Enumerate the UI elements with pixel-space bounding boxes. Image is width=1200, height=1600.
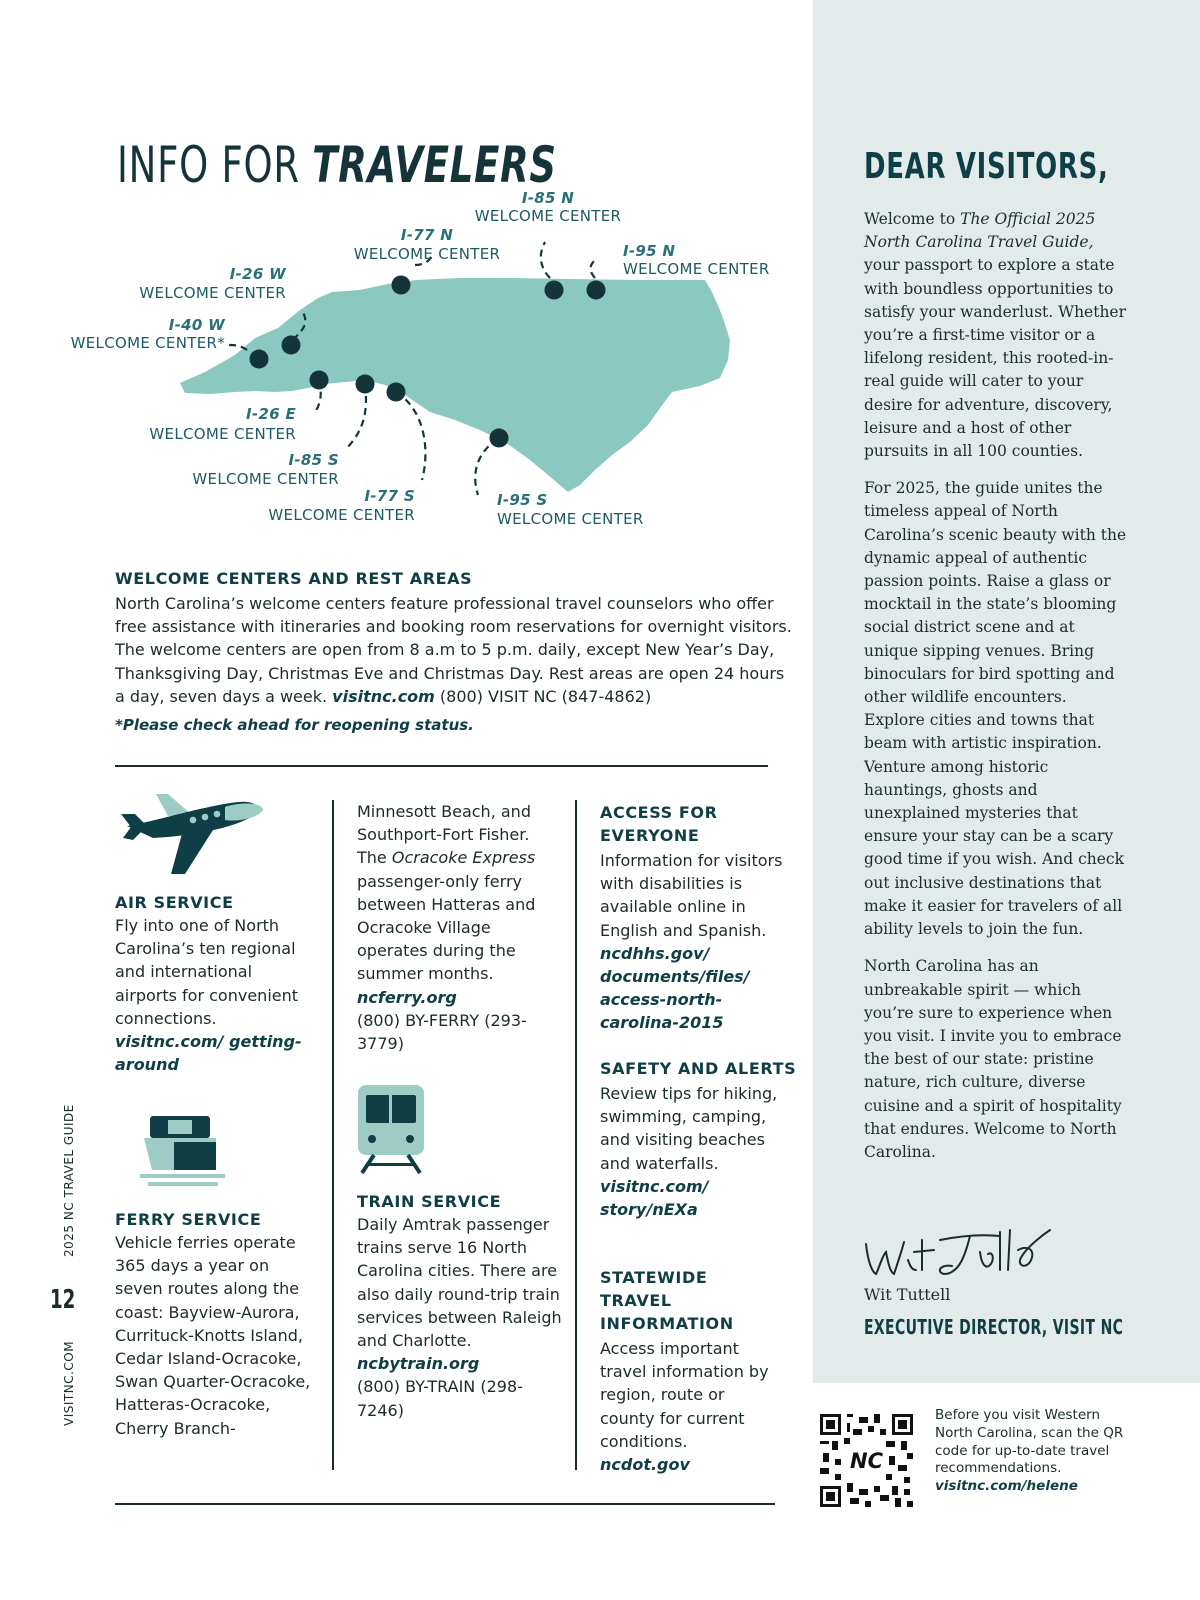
letter-paragraph-1 <box>864 208 1129 463</box>
reopening-note: *Please check ahead for reopening status. <box>115 716 474 735</box>
statewide-travel-info <box>600 1266 780 1476</box>
ferry-cont-italic: Ocracoke Express <box>391 848 536 868</box>
signature <box>860 1222 1070 1282</box>
dot-i85s <box>356 375 375 394</box>
ferry-phone: (800) BY-FERRY (293-3779) <box>357 1010 527 1054</box>
label-i85n-code: I-85 N <box>521 189 575 207</box>
safety-link[interactable]: visitnc.com/ story/nEXa <box>600 1176 709 1220</box>
welcome-phone: (800) VISIT NC (847-4862) <box>434 686 652 706</box>
train-link[interactable]: ncbytrain.org <box>357 1354 480 1374</box>
dot-i85n <box>545 281 564 300</box>
welcome-link[interactable]: visitnc.com <box>332 686 435 706</box>
label-i77n-name: WELCOME CENTER <box>353 245 501 263</box>
label-i40w-name: WELCOME CENTER* <box>70 334 225 352</box>
nc-map <box>60 180 820 550</box>
air-link[interactable]: visitnc.com/ getting-around <box>115 1032 302 1075</box>
ferry-cont-body <box>357 800 562 986</box>
nc-state-shape <box>180 278 730 492</box>
ferry-icon <box>140 1112 225 1192</box>
divider-bottom <box>115 1503 775 1505</box>
qr-link[interactable]: visitnc.com/helene <box>935 1478 1078 1495</box>
ferry-body: Vehicle ferries operate 365 days a year on seven routes along the coast: Bayview-Aurora, Currituck-Knotts Island, Cedar Island-Ocracoke, Swan Quarter-Ocracoke, Hatteras-Ocracoke, Cherry Branch- <box>115 1233 311 1438</box>
side-guide-label: 2025 NC TRAVEL GUIDE <box>62 1104 76 1257</box>
access-body: Information for visitors with disabilities is available online in English and Spanish. <box>600 851 783 940</box>
label-i95s-name: WELCOME CENTER <box>497 510 644 528</box>
letter-heading: DEAR VISITORS, <box>864 146 1109 187</box>
dot-i26w <box>282 336 301 355</box>
label-i95n-name: WELCOME CENTER <box>623 260 770 278</box>
title-prefix: INFO FOR <box>117 136 313 194</box>
label-i26e-code: I-26 E <box>246 405 296 423</box>
letter-paragraph-2: For 2025, the guide unites the timeless appeal of North Carolina’s scenic beauty with the dynamic appeal of authentic passion points. Raise a glass or mocktail in the state’s blooming social district scene and at unique sipping venues. Bring binoculars for bird spotting and other wildlife encounters. Explore cities and towns that beam with artistic inspiration. Venture among historic hauntings, ghosts and unexplained mysteries that ensure your stay can be a scary good time if you wish. And check out inclusive destinations that make it easier for travelers of all ability levels to join the fun. <box>864 479 1127 939</box>
letter-body <box>864 208 1129 1178</box>
ferry-cont-a: Minnesott Beach, and Southport-Fort Fisher. The <box>357 802 531 868</box>
train-icon <box>358 1085 428 1175</box>
qr-center-label: NC <box>850 1449 883 1473</box>
ferry-heading: FERRY SERVICE <box>115 1210 262 1229</box>
divider-top <box>115 765 768 767</box>
dot-i40w <box>250 350 269 369</box>
dot-i95s <box>490 429 509 448</box>
statewide-body: Access important travel information by region, route or county for current conditions. <box>600 1339 769 1451</box>
air-heading: AIR SERVICE <box>115 893 234 912</box>
statewide-link[interactable]: ncdot.gov <box>600 1455 690 1475</box>
label-i77n-code: I-77 N <box>400 226 454 244</box>
page-number: 12 <box>50 1285 76 1315</box>
welcome-text: North Carolina’s welcome centers feature professional travel counselors who offer free assistance with itineraries and booking room reservations for overnight visitors. The welcome centers are open from 8 a.m to 5 p.m. daily, except New Year’s Day, Thanksgiving Day, Christmas Eve and Christmas Day. Rest areas are open 24 hours a day, seven days a week. <box>115 594 792 706</box>
access-for-everyone <box>600 801 800 1035</box>
statewide-heading: STATEWIDE TRAVEL INFORMATION <box>600 1268 734 1333</box>
ferry-service <box>115 1210 320 1440</box>
air-service <box>115 893 315 1076</box>
dot-i77n <box>392 276 411 295</box>
dot-i77s <box>387 383 406 402</box>
label-i95n-code: I-95 N <box>623 242 676 260</box>
train-service <box>357 1192 562 1422</box>
label-i77s-code: I-77 S <box>364 487 415 505</box>
ferry-continued <box>357 800 562 1055</box>
ferry-cont-b: passenger-only ferry between Hatteras and Ocracoke Village operates during the summer months. <box>357 871 536 984</box>
letter-paragraph-3: North Carolina has an unbreakable spirit — which you’re sure to experience when you visit. I invite you to embrace the best of our state: pristine nature, rich culture, diverse cuisine and a spirit of hospitality that endures. Welcome to North Carolina. <box>864 957 1122 1161</box>
label-i26e-name: WELCOME CENTER <box>149 425 296 443</box>
train-body: Daily Amtrak passenger trains serve 16 North Carolina cities. There are also daily round-trip train services between Raleigh and Charlotte. <box>357 1215 562 1351</box>
airplane-icon <box>113 792 268 877</box>
ferry-link[interactable]: ncferry.org <box>357 987 457 1007</box>
welcome-centers-section <box>115 569 795 749</box>
qr-code-icon[interactable] <box>820 1414 913 1507</box>
air-body: Fly into one of North Carolina’s ten regional and international airports for convenient connections. <box>115 916 299 1028</box>
dot-i95n <box>587 281 606 300</box>
access-link[interactable]: ncdhhs.gov/ documents/files/ access-north-carolina-2015 <box>600 943 750 1033</box>
label-i26w-code: I-26 W <box>229 265 286 283</box>
label-i40w-code: I-40 W <box>168 316 225 334</box>
label-i85s-code: I-85 S <box>288 451 339 469</box>
safety-body: Review tips for hiking, swimming, camping, and visiting beaches and waterfalls. <box>600 1084 778 1173</box>
welcome-heading: WELCOME CENTERS AND REST AREAS <box>115 569 473 588</box>
title-emphasis: TRAVELERS <box>312 136 557 194</box>
label-i85n-name: WELCOME CENTER <box>474 207 622 225</box>
column-divider-2 <box>575 800 577 1470</box>
letter-p1-italic: The Official 2025 North Carolina Travel Guide, <box>864 210 1096 252</box>
column-divider-1 <box>332 800 334 1470</box>
train-heading: TRAIN SERVICE <box>357 1192 502 1211</box>
label-i77s-name: WELCOME CENTER <box>268 506 415 524</box>
label-i95s-code: I-95 S <box>497 491 548 509</box>
train-phone: (800) BY-TRAIN (298-7246) <box>357 1377 523 1420</box>
side-site-label: VISITNC.COM <box>62 1340 76 1426</box>
letter-p1-a: Welcome to <box>864 210 961 228</box>
signer-name: Wit Tuttell <box>864 1285 951 1304</box>
dot-i26e <box>310 371 329 390</box>
label-i26w-name: WELCOME CENTER <box>139 284 286 302</box>
signer-role: EXECUTIVE DIRECTOR, VISIT NC <box>864 1315 1124 1339</box>
qr-caption <box>935 1407 1125 1496</box>
welcome-body <box>115 592 795 708</box>
label-i85s-name: WELCOME CENTER <box>192 470 339 488</box>
qr-caption-text: Before you visit Western North Carolina, scan the QR code for up-to-date travel recommendations. <box>935 1407 1124 1477</box>
safety-heading: SAFETY AND ALERTS <box>600 1059 797 1078</box>
access-heading: ACCESS FOR EVERYONE <box>600 803 718 845</box>
letter-p1-b: your passport to explore a state with boundless opportunities to satisfy your wanderlust. Whether you’re a first-time visitor or a lifelong resident, this rooted-in-real guide will cater to your desire for adventure, discovery, leisure and a host of other pursuits in all 100 counties. <box>864 256 1127 461</box>
safety-alerts <box>600 1057 800 1221</box>
